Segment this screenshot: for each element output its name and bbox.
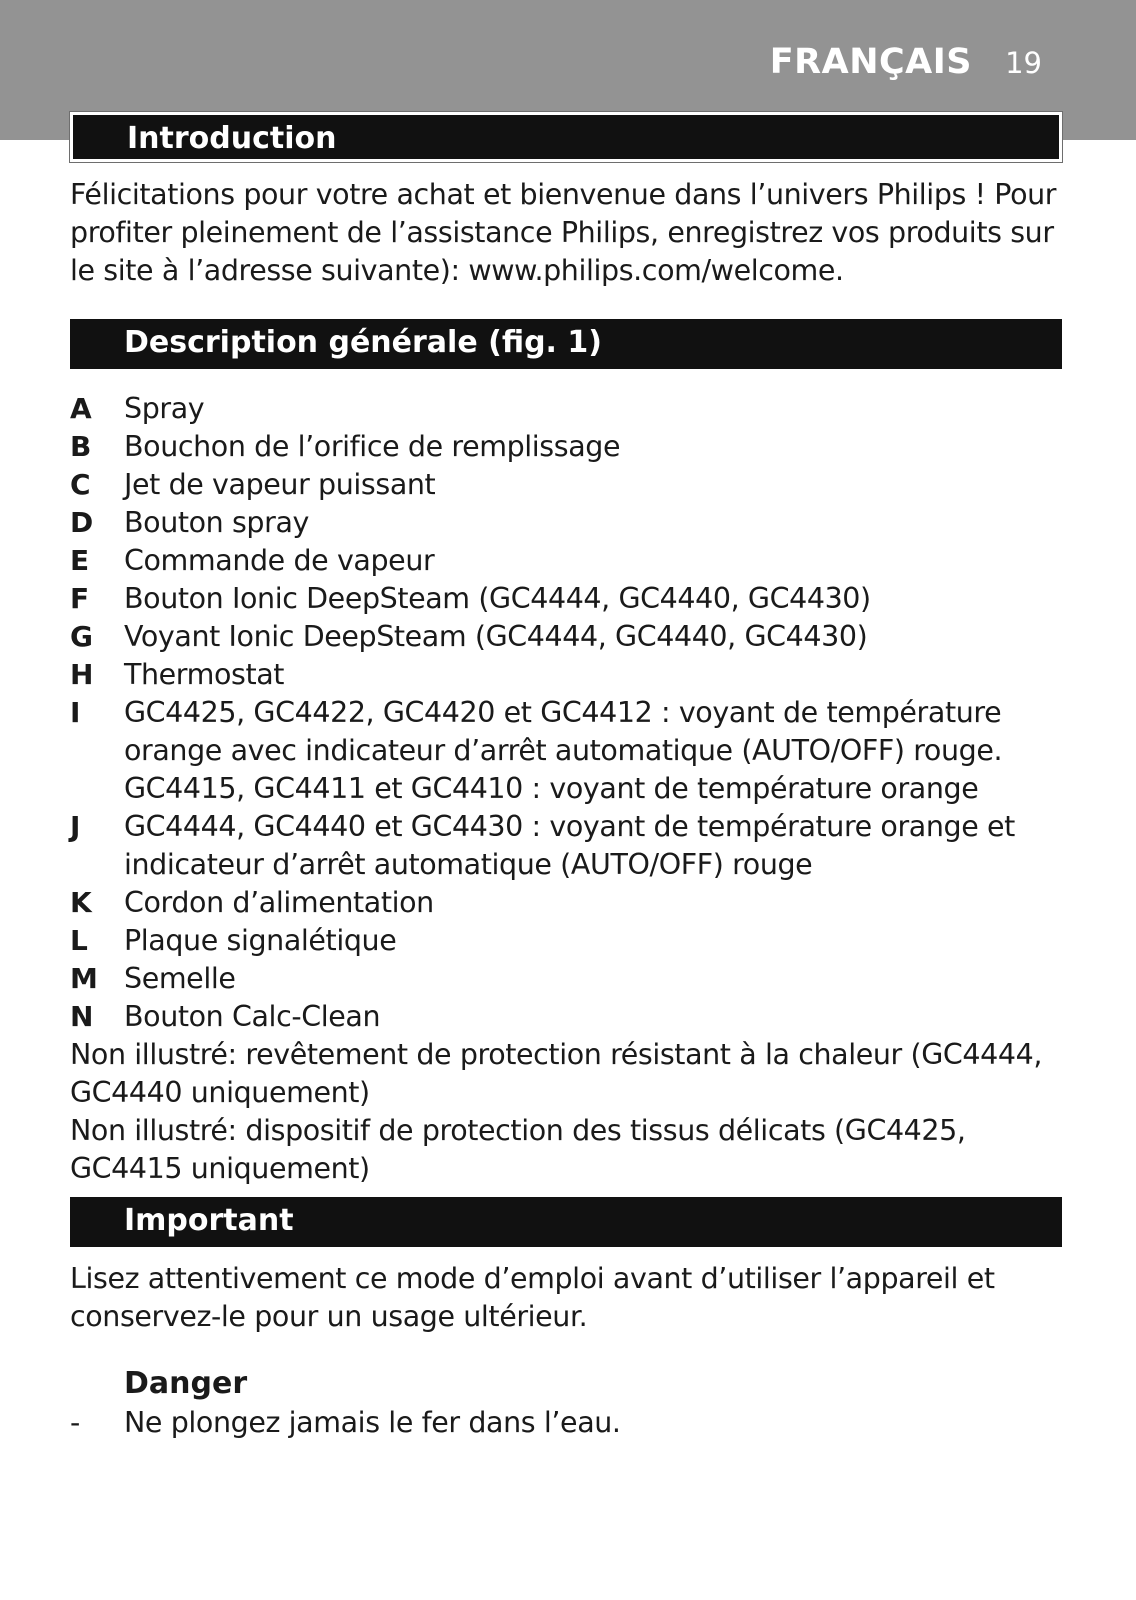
component-list [70,390,1080,1188]
component-item [70,428,1080,466]
description-heading-bar [70,319,1062,369]
component-letter: I [70,696,81,729]
introduction-text: Félicitations pour votre achat et bienvenue dans l’univers Philips ! Pour profiter pleinement de l’assistance Philips, enregistrez vos produits sur le site à l’adresse suivante): www.philips.com/welcome. [70,178,1057,287]
component-letter: F [70,582,89,615]
introduction-heading-bar [70,112,1062,162]
component-text: Bouton spray [124,506,309,539]
page-number: 19 [1005,46,1042,80]
component-text: Voyant Ionic DeepSteam (GC4444, GC4440, GC4430) [124,620,868,653]
introduction-heading: Introduction [127,121,337,156]
component-text: Bouton Calc-Clean [124,1000,381,1033]
component-item [70,998,1080,1036]
component-item [70,580,1080,618]
component-text: GC4425, GC4422, GC4420 et GC4412 : voyant de température orange avec indicateur d’arrêt automatique (AUTO/OFF) rouge. GC4415, GC4411 et GC4410 : voyant de température orange [124,696,1003,805]
component-letter: K [70,886,92,919]
component-text: Cordon d’alimentation [124,886,434,919]
component-item [70,390,1080,428]
component-letter: M [70,962,98,995]
important-heading: Important [124,1203,294,1238]
bullet-text: Ne plongez jamais le fer dans l’eau. [124,1406,621,1439]
component-text: Bouchon de l’orifice de remplissage [124,430,621,463]
component-letter: B [70,430,91,463]
component-letter: E [70,544,89,577]
component-item [70,504,1080,542]
bullet-dash: - [70,1406,80,1439]
important-heading-bar [70,1197,1062,1247]
important-text: Lisez attentivement ce mode d’emploi avant d’utiliser l’appareil et conservez-le pour un usage ultérieur. [70,1262,995,1333]
component-item [70,694,1080,808]
component-letter: H [70,658,94,691]
description-heading: Description générale (fig. 1) [124,325,602,360]
component-text: Thermostat [124,658,285,691]
component-item [70,884,1080,922]
component-letter: C [70,468,91,501]
component-text: Bouton Ionic DeepSteam (GC4444, GC4440, GC4430) [124,582,871,615]
component-item [70,542,1080,580]
component-text: GC4444, GC4440 et GC4430 : voyant de température orange et indicateur d’arrêt automatique (AUTO/OFF) rouge [124,810,1015,881]
component-letter: L [70,924,88,957]
danger-heading: Danger [124,1366,248,1401]
component-text: Semelle [124,962,236,995]
component-letter: N [70,1000,94,1033]
component-text: Plaque signalétique [124,924,397,957]
component-text: Spray [124,392,205,425]
component-item [70,618,1080,656]
language-title: FRANÇAIS [769,42,972,82]
component-letter: G [70,620,93,653]
component-item [70,466,1080,504]
note-heat-cover: Non illustré: revêtement de protection résistant à la chaleur (GC4444, GC4440 uniquement) [70,1038,1042,1109]
note-delicate-protector: Non illustré: dispositif de protection des tissus délicats (GC4425, GC4415 uniquement) [70,1114,966,1185]
component-item [70,960,1080,998]
component-item [70,808,1080,884]
component-letter: D [70,506,93,539]
component-letter: J [70,810,81,843]
component-text: Jet de vapeur puissant [124,468,436,501]
component-letter: A [70,392,92,425]
component-item [70,656,1080,694]
component-text: Commande de vapeur [124,544,435,577]
component-item [70,922,1080,960]
